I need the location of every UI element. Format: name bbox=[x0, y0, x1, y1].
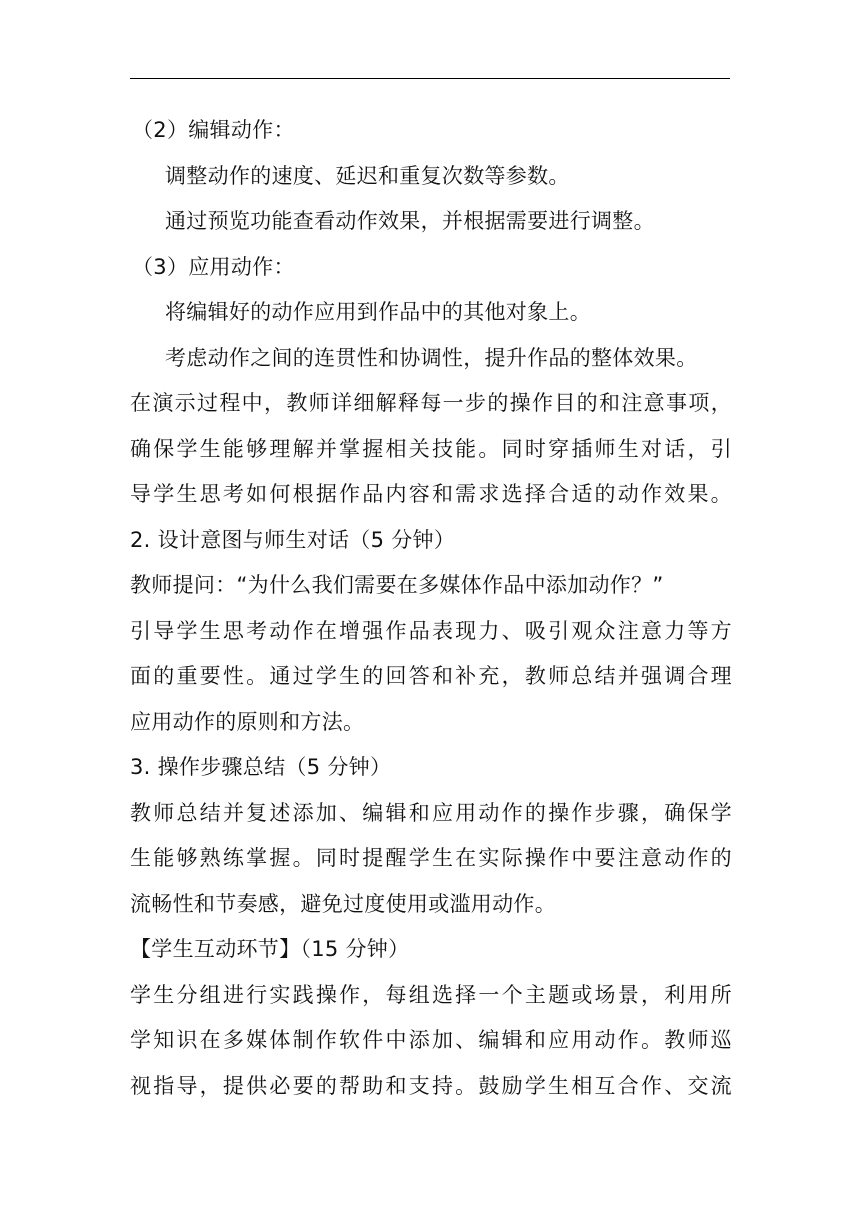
paragraph-line: 导学生思考如何根据作品内容和需求选择合适的动作效果。 bbox=[130, 482, 732, 506]
paragraph-line: 考虑动作之间的连贯性和协调性，提升作品的整体效果。 bbox=[165, 345, 698, 370]
paragraph-line: 确保学生能够理解并掌握相关技能。同时穿插师生对话，引 bbox=[130, 436, 732, 461]
section-heading-student-interaction: 【学生互动环节】（15 分钟） bbox=[130, 937, 410, 961]
paragraph-line: 将编辑好的动作应用到作品中的其他对象上。 bbox=[165, 300, 591, 324]
paragraph-line: 应用动作的原则和方法。 bbox=[130, 709, 365, 734]
paragraph-line: 流畅性和节奏感，避免过度使用或滥用动作。 bbox=[130, 891, 556, 916]
header-rule bbox=[130, 78, 730, 79]
paragraph-line: 通过预览功能查看动作效果，并根据需要进行调整。 bbox=[165, 209, 655, 233]
subheading-edit-action: （2）编辑动作： bbox=[132, 118, 295, 142]
paragraph-line: 面的重要性。通过学生的回答和补充，教师总结并强调合理 bbox=[130, 664, 732, 688]
paragraph-line: 生能够熟练掌握。同时提醒学生在实际操作中要注意动作的 bbox=[130, 846, 732, 870]
subheading-apply-action: （3）应用动作： bbox=[132, 254, 295, 279]
paragraph-line: 学生分组进行实践操作，每组选择一个主题或场景，利用所 bbox=[130, 982, 732, 1007]
section-heading-steps-summary: 3. 操作步骤总结（5 分钟） bbox=[130, 755, 392, 779]
paragraph-line: 教师总结并复述添加、编辑和应用动作的操作步骤，确保学 bbox=[130, 800, 732, 825]
paragraph-line: 视指导，提供必要的帮助和支持。鼓励学生相互合作、交流 bbox=[130, 1073, 732, 1098]
paragraph-line: 在演示过程中，教师详细解释每一步的操作目的和注意事项， bbox=[130, 391, 732, 415]
document-body bbox=[130, 108, 732, 1109]
section-heading-design-intent: 2. 设计意图与师生对话（5 分钟） bbox=[130, 527, 456, 552]
paragraph-line: 教师提问：“为什么我们需要在多媒体作品中添加动作？” bbox=[130, 573, 664, 597]
paragraph-line: 调整动作的速度、延迟和重复次数等参数。 bbox=[165, 163, 570, 188]
paragraph-line: 学知识在多媒体制作软件中添加、编辑和应用动作。教师巡 bbox=[130, 1028, 732, 1052]
paragraph-line: 引导学生思考动作在增强作品表现力、吸引观众注意力等方 bbox=[130, 618, 732, 643]
